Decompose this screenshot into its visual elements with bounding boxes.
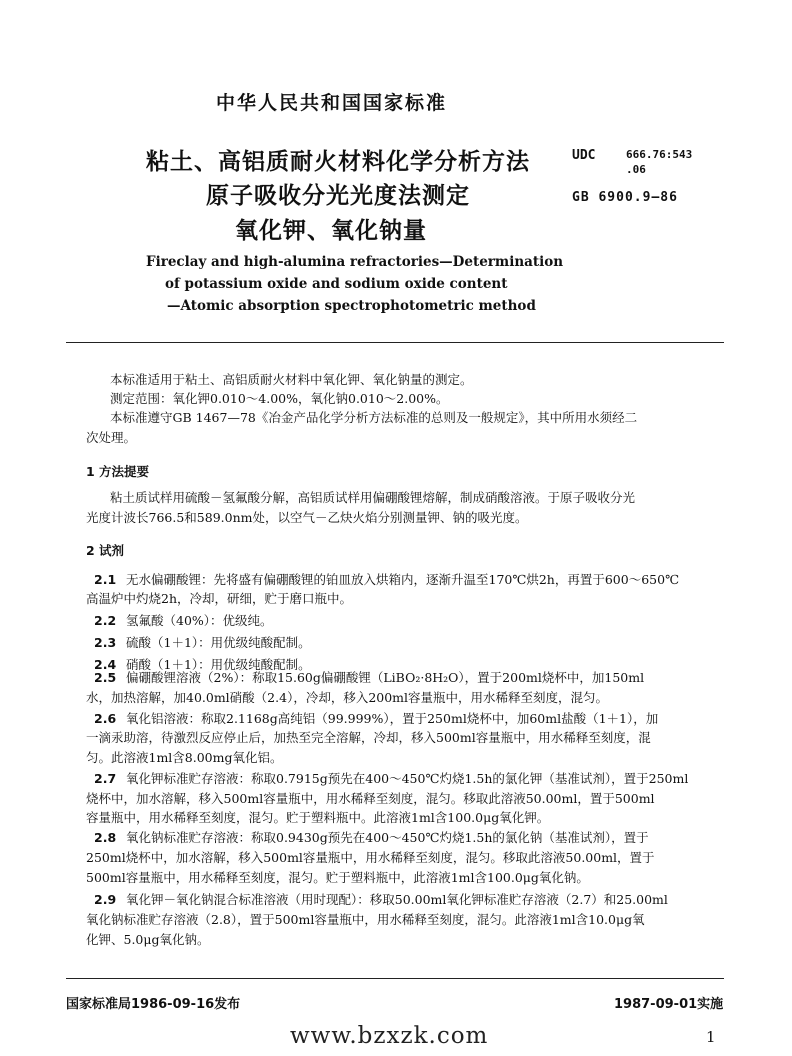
item-number: 2.8	[94, 830, 117, 845]
section-1-heading: 1 方法提要	[86, 464, 150, 479]
title-cn-line-2: 原子吸收分光光度法测定	[206, 183, 470, 209]
top-divider	[66, 342, 724, 343]
title-en-line-1: Fireclay and high-alumina refractories—Determination	[146, 254, 564, 270]
item-2-8-line: 2.8 氧化钠标准贮存溶液：称取0.9430g预先在400～450℃灼烧1.5h的氯化钠（基准试剂），置于	[94, 830, 649, 845]
title-cn-line-3: 氧化钾、氧化钠量	[235, 218, 427, 244]
item-2-7-line: 烧杯中，加水溶解，移入500ml容量瓶中，用水稀释至刻度，混匀。移取此溶液50.00ml，置于500ml	[86, 791, 655, 806]
intro-line: 测定范围：氧化钾0.010～4.00%，氧化钠0.010～2.00%。	[110, 391, 449, 406]
item-number: 2.9	[94, 892, 117, 907]
item-2-6-line: 一滴汞助溶，待激烈反应停止后，加热至完全溶解，冷却，移入500ml容量瓶中，用水稀释至刻度，混	[86, 730, 651, 745]
item-2-9-line: 氧化钠标准贮存溶液（2.8），置于500ml容量瓶中，用水稀释至刻度，混匀。此溶液1ml含10.0μg氧	[86, 912, 645, 927]
item-2-1-line: 高温炉中灼烧2h，冷却，研细，贮于磨口瓶中。	[86, 591, 353, 606]
implementation-date: 1987-09-01实施	[614, 997, 724, 1012]
item-2-9-line: 化钾、5.0μg氧化钠。	[86, 932, 210, 947]
item-number: 2.7	[94, 771, 117, 786]
section-1-line: 粘土质试样用硫酸－氢氟酸分解，高铝质试样用偏硼酸锂熔解，制成硝酸溶液。于原子吸收分光	[110, 490, 636, 505]
item-2-8-line: 250ml烧杯中，加水溶解，移入500ml容量瓶中，用水稀释至刻度，混匀。移取此溶液50.00ml，置于	[86, 850, 655, 865]
item-2-4-line: 2.4 硝酸（1＋1）：用优级纯酸配制。	[94, 657, 311, 672]
item-2-8-line: 500ml容量瓶中，用水稀释至刻度，混匀。贮于塑料瓶中，此溶液1ml含100.0μg氧化钠。	[86, 870, 589, 885]
item-number: 2.6	[94, 711, 117, 726]
item-2-9-line: 2.9 氧化钾－氧化钠混合标准溶液（用时现配）：移取50.00ml氧化钾标准贮存溶液（2.7）和25.00ml	[94, 892, 668, 907]
title-en-line-3: —Atomic absorption spectrophotometric method	[167, 298, 536, 314]
item-number: 2.4	[94, 657, 117, 672]
item-2-7-line: 容量瓶中，用水稀释至刻度，混匀。贮于塑料瓶中。此溶液1ml含100.0μg氧化钾。	[86, 810, 550, 825]
issue-date: 国家标准局1986-09-16发布	[66, 997, 241, 1012]
title-en-line-2: of potassium oxide and sodium oxide content	[165, 276, 508, 292]
intro-line: 本标准遵守GB 1467—78《冶金产品化学分析方法标准的总则及一般规定》，其中所用水须经二	[110, 410, 638, 425]
watermark-url: www.bzxzk.com	[290, 1023, 489, 1049]
udc-label: UDC	[572, 148, 596, 163]
item-2-6-line: 2.6 氧化铝溶液：称取2.1168g高纯铝（99.999%），置于250ml烧杯中，加60ml盐酸（1＋1），加	[94, 711, 659, 726]
item-number: 2.3	[94, 635, 117, 650]
item-2-5-line: 水，加热溶解，加40.0ml硝酸（2.4），冷却，移入200ml容量瓶中，用水稀释至刻度，混匀。	[86, 690, 609, 705]
item-number: 2.1	[94, 572, 117, 587]
item-2-7-line: 2.7 氧化钾标准贮存溶液：称取0.7915g预先在400～450℃灼烧1.5h的氯化钾（基准试剂），置于250ml	[94, 771, 689, 786]
item-2-3-line: 2.3 硫酸（1＋1）：用优级纯酸配制。	[94, 635, 311, 650]
bottom-divider	[66, 978, 724, 979]
item-2-2-line: 2.2 氢氟酸（40%）：优级纯。	[94, 613, 273, 628]
item-number: 2.2	[94, 613, 117, 628]
udc-code: 666.76:543	[626, 148, 693, 161]
intro-line: 本标准适用于粘土、高铝质耐火材料中氧化钾、氧化钠量的测定。	[110, 372, 473, 387]
section-1-line: 光度计波长766.5和589.0nm处，以空气－乙炔火焰分别测量钾、钠的吸光度。	[86, 510, 528, 525]
item-2-5-line: 2.5 偏硼酸锂溶液（2%）：称取15.60g偏硼酸锂（LiBO₂·8H₂O），置于200ml烧杯中，加150ml	[94, 670, 645, 685]
national-standard-heading: 中华人民共和国国家标准	[216, 92, 448, 114]
udc-code-suffix: .06	[626, 163, 646, 176]
page-number: 1	[706, 1028, 716, 1046]
section-2-heading: 2 试剂	[86, 543, 125, 558]
item-2-6-line: 匀。此溶液1ml含8.00mg氧化铝。	[86, 750, 283, 765]
gb-number: GB 6900.9—86	[572, 190, 678, 205]
item-2-1-line: 2.1 无水偏硼酸锂：先将盛有偏硼酸锂的铂皿放入烘箱内，逐渐升温至170℃烘2h，再置于600～650℃	[94, 572, 680, 587]
title-cn-line-1: 粘土、高铝质耐火材料化学分析方法	[146, 149, 530, 175]
item-number: 2.5	[94, 670, 117, 685]
intro-line: 次处理。	[86, 430, 137, 445]
